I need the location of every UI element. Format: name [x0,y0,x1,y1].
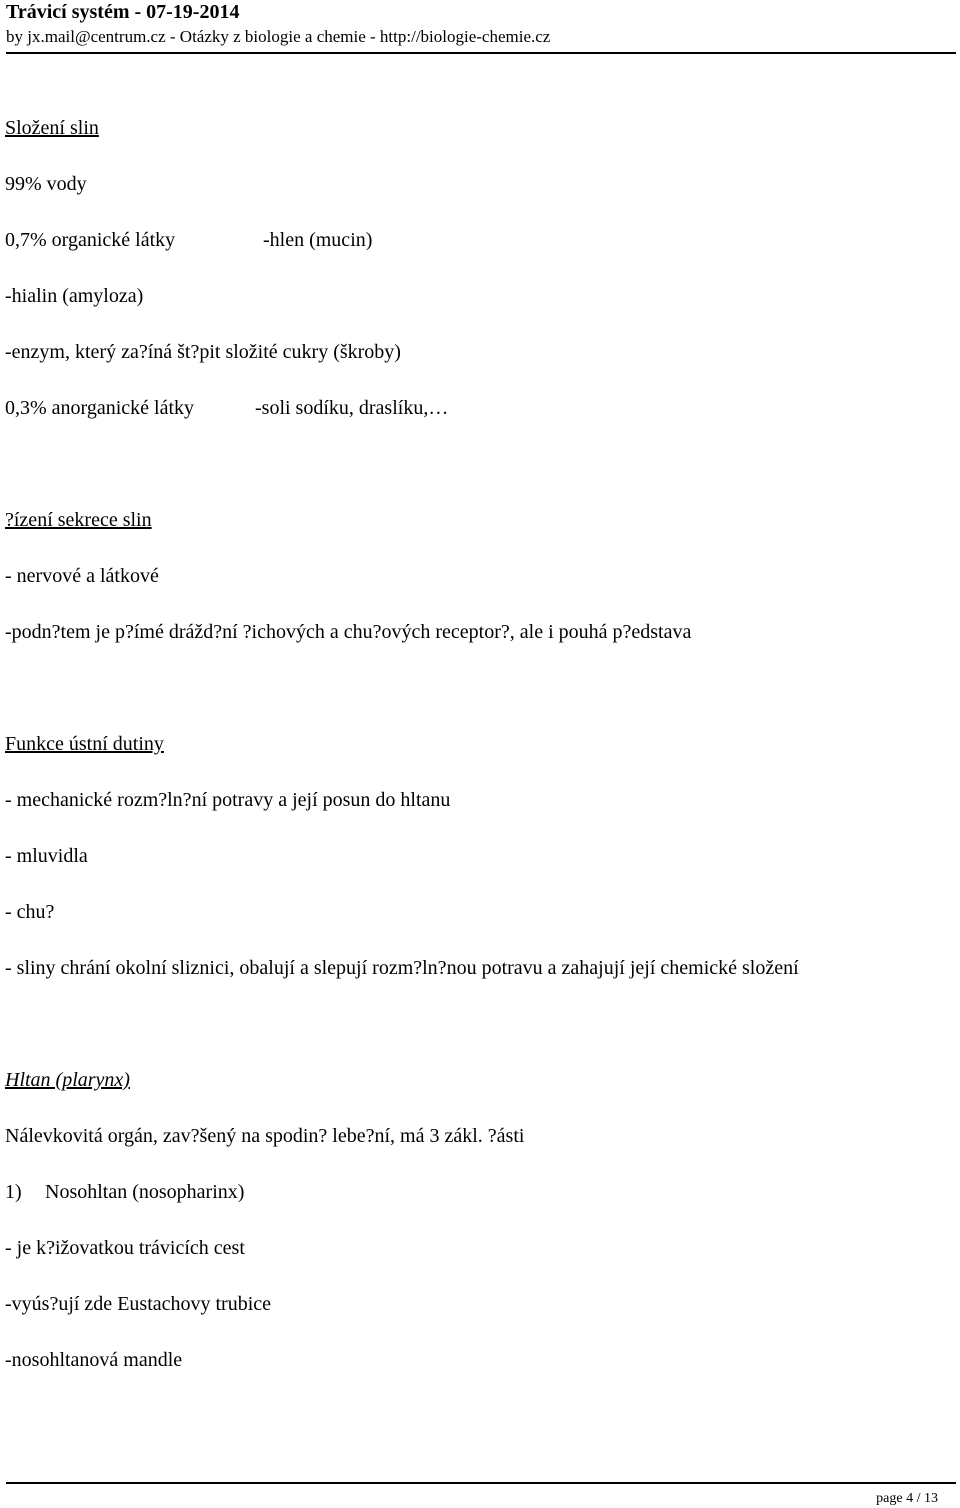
heading-mouth-function: Funkce ústní dutiny [5,733,164,755]
pharynx-line-1: Nálevkovitá orgán, zav?šený na spodin? lebe?ní, má 3 zákl. ?ásti [5,1125,525,1147]
saliva-organic-item-enzyme: -enzym, který za?íná št?pit složité cukry (škroby) [5,341,401,363]
saliva-inorganic-item: -soli sodíku, draslíku,… [255,397,449,419]
mouth-line-1: - mechanické rozm?ln?ní potravy a její posun do hltanu [5,789,451,811]
saliva-organic-line: 0,7% organické látky [5,229,176,251]
document-byline: by jx.mail@centrum.cz - Otázky z biologie a chemie - http://biologie-chemie.cz [6,27,551,46]
saliva-water-line: 99% vody [5,173,87,195]
mouth-line-2: - mluvidla [5,845,88,867]
saliva-organic-item-hialin: -hialin (amyloza) [5,285,144,307]
page-header [6,0,956,54]
heading-secretion-control: ?ízení sekrece slin [5,509,152,531]
secretion-line-1: - nervové a látkové [5,565,159,587]
mouth-line-4: - sliny chrání okolní sliznici, obalují a slepují rozm?ln?nou potravu a zahajují její chemické složení [5,957,799,979]
saliva-organic-item-mucin: -hlen (mucin) [263,229,373,251]
pharynx-line-2: - je k?ižovatkou trávicích cest [5,1237,245,1259]
saliva-inorganic-line: 0,3% anorganické látky [5,397,195,419]
pharynx-line-4: -nosohltanová mandle [5,1349,183,1371]
page-number: page 4 / 13 [876,1491,938,1506]
mouth-line-3: - chu? [5,901,55,923]
secretion-line-2: -podn?tem je p?ímé drážd?ní ?ichových a chu?ových receptor?, ale i pouhá p?edstava [5,621,692,643]
heading-pharynx: Hltan (plarynx) [5,1069,130,1091]
heading-saliva-composition: Složení slin [5,117,99,139]
pharynx-line-3: -vyús?ují zde Eustachovy trubice [5,1293,272,1315]
pharynx-list-number: 1) [5,1181,22,1203]
pharynx-list-item-label: Nosohltan (nosopharinx) [45,1181,245,1203]
document-title: Trávicí systém - 07-19-2014 [6,1,240,23]
footer-divider [6,1482,956,1484]
